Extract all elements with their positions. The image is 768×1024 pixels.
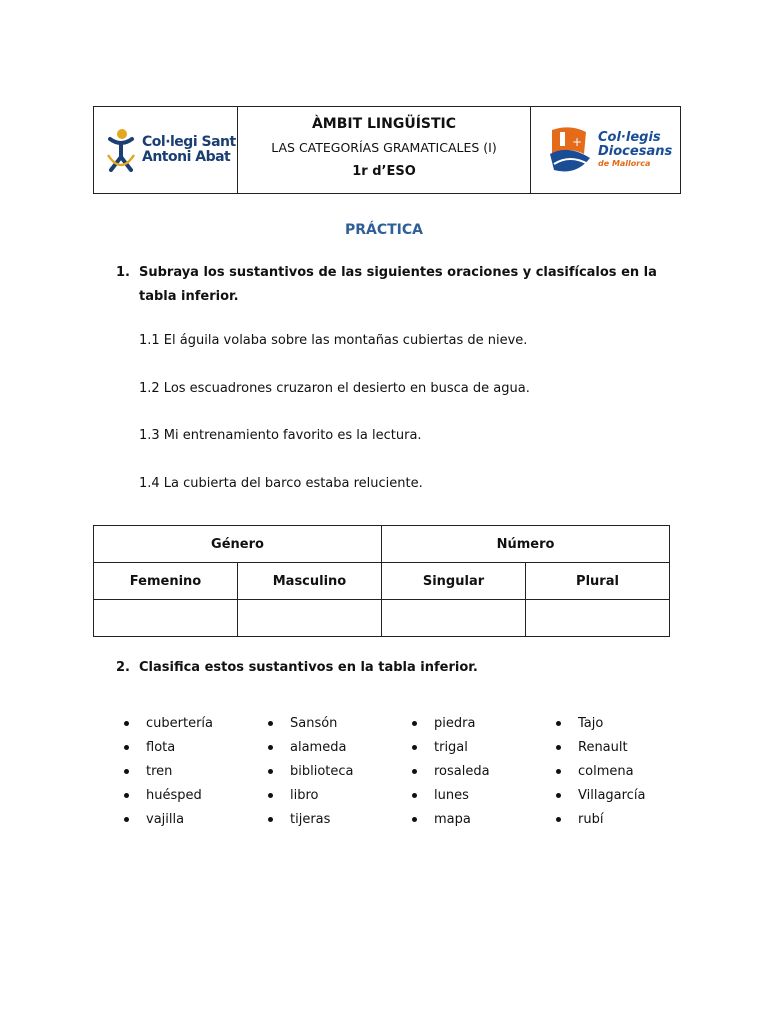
bullet-icon xyxy=(412,745,417,750)
diocesan-logo-cell xyxy=(531,107,680,193)
bullet-icon xyxy=(556,793,561,798)
list-item xyxy=(553,735,645,759)
list-item xyxy=(409,711,490,735)
word-column-2 xyxy=(265,711,354,831)
bullet-icon xyxy=(268,793,273,798)
bullet-icon xyxy=(268,745,273,750)
list-item xyxy=(265,807,354,831)
sentence-1: 1.1 El águila volaba sobre las montañas cubiertas de nieve. xyxy=(139,333,528,348)
list-item xyxy=(121,711,213,735)
school-logo-line1: Col·legi Sant xyxy=(142,134,236,150)
bullet-icon xyxy=(268,721,273,726)
word: trigal xyxy=(434,739,468,755)
answer-cell-femenino[interactable] xyxy=(94,600,238,637)
exercise-2-instruction xyxy=(116,660,478,675)
bullet-icon xyxy=(412,721,417,726)
list-item xyxy=(553,807,645,831)
school-logo xyxy=(104,127,236,173)
school-logo-icon xyxy=(104,127,138,173)
word: flota xyxy=(146,739,176,755)
classification-table xyxy=(93,525,670,637)
bullet-icon xyxy=(412,817,417,822)
word: lunes xyxy=(434,787,469,803)
header-title-cell xyxy=(238,107,531,193)
word: libro xyxy=(290,787,319,803)
word: rosaleda xyxy=(434,763,490,779)
bullet-icon xyxy=(556,769,561,774)
word: biblioteca xyxy=(290,763,354,779)
sentence-2: 1.2 Los escuadrones cruzaron el desierto en busca de agua. xyxy=(139,381,530,396)
school-logo-line2: Antoni Abat xyxy=(142,149,231,165)
answer-cell-plural[interactable] xyxy=(526,600,670,637)
subject-title: ÀMBIT LINGÜÍSTIC xyxy=(311,116,457,132)
course-level: 1r d’ESO xyxy=(352,164,416,179)
header-singular: Singular xyxy=(382,563,526,600)
list-item xyxy=(121,759,213,783)
list-item xyxy=(409,735,490,759)
bullet-icon xyxy=(556,721,561,726)
header-masculino: Masculino xyxy=(238,563,382,600)
word: Tajo xyxy=(578,715,604,731)
diocesan-logo-line3: de Mallorca xyxy=(598,159,651,168)
word: Villagarcía xyxy=(578,787,646,803)
bullet-icon xyxy=(124,817,129,822)
svg-text:+: + xyxy=(572,135,583,149)
exercise-1-instruction xyxy=(116,261,676,309)
worksheet-header xyxy=(93,106,681,194)
word: tren xyxy=(146,763,173,779)
list-item xyxy=(265,711,354,735)
answer-cell-singular[interactable] xyxy=(382,600,526,637)
bullet-icon xyxy=(124,745,129,750)
word-column-4 xyxy=(553,711,645,831)
sentence-3: 1.3 Mi entrenamiento favorito es la lectura. xyxy=(139,428,422,443)
list-item xyxy=(553,759,645,783)
bullet-icon xyxy=(412,793,417,798)
answer-cell-masculino[interactable] xyxy=(238,600,382,637)
exercise-2-number: 2. xyxy=(116,660,130,675)
school-logo-cell xyxy=(94,107,238,193)
header-plural: Plural xyxy=(526,563,670,600)
exercise-1-number: 1. xyxy=(116,265,130,280)
word: cubertería xyxy=(146,715,213,731)
list-item xyxy=(553,783,645,807)
list-item xyxy=(553,711,645,735)
list-item xyxy=(265,783,354,807)
section-title: PRÁCTICA xyxy=(344,222,424,238)
word: Renault xyxy=(578,739,628,755)
exercise-1-text: Subraya los sustantivos de las siguientes oraciones y clasifícalos en la tabla inferior. xyxy=(139,265,657,304)
word: alameda xyxy=(290,739,347,755)
diocesan-logo-icon xyxy=(546,124,594,176)
bullet-icon xyxy=(412,769,417,774)
bullet-icon xyxy=(268,817,273,822)
diocesan-logo-line2: Diocesans xyxy=(598,144,673,159)
word: huésped xyxy=(146,787,202,803)
list-item xyxy=(409,783,490,807)
bullet-icon xyxy=(556,817,561,822)
sentence-4: 1.4 La cubierta del barco estaba reluciente. xyxy=(139,476,423,491)
list-item xyxy=(265,735,354,759)
list-item xyxy=(265,759,354,783)
bullet-icon xyxy=(556,745,561,750)
list-item xyxy=(121,735,213,759)
diocesan-logo xyxy=(546,124,672,176)
list-item xyxy=(409,807,490,831)
bullet-icon xyxy=(124,721,129,726)
unit-title: LAS CATEGORÍAS GRAMATICALES (I) xyxy=(271,140,497,155)
list-item xyxy=(121,807,213,831)
word-column-3 xyxy=(409,711,490,831)
word: colmena xyxy=(578,763,634,779)
header-femenino: Femenino xyxy=(94,563,238,600)
exercise-2-text: Clasifica estos sustantivos en la tabla inferior. xyxy=(139,660,478,675)
diocesan-logo-line1: Col·legis xyxy=(598,130,661,145)
header-numero: Número xyxy=(382,526,670,563)
word: tijeras xyxy=(290,811,331,827)
list-item xyxy=(409,759,490,783)
word: rubí xyxy=(578,811,604,827)
bullet-icon xyxy=(124,769,129,774)
list-item xyxy=(121,783,213,807)
word: mapa xyxy=(434,811,471,827)
bullet-icon xyxy=(124,793,129,798)
word: Sansón xyxy=(290,715,338,731)
header-genero: Género xyxy=(94,526,382,563)
bullet-icon xyxy=(268,769,273,774)
word: vajilla xyxy=(146,811,185,827)
word: piedra xyxy=(434,715,476,731)
word-column-1 xyxy=(121,711,213,831)
